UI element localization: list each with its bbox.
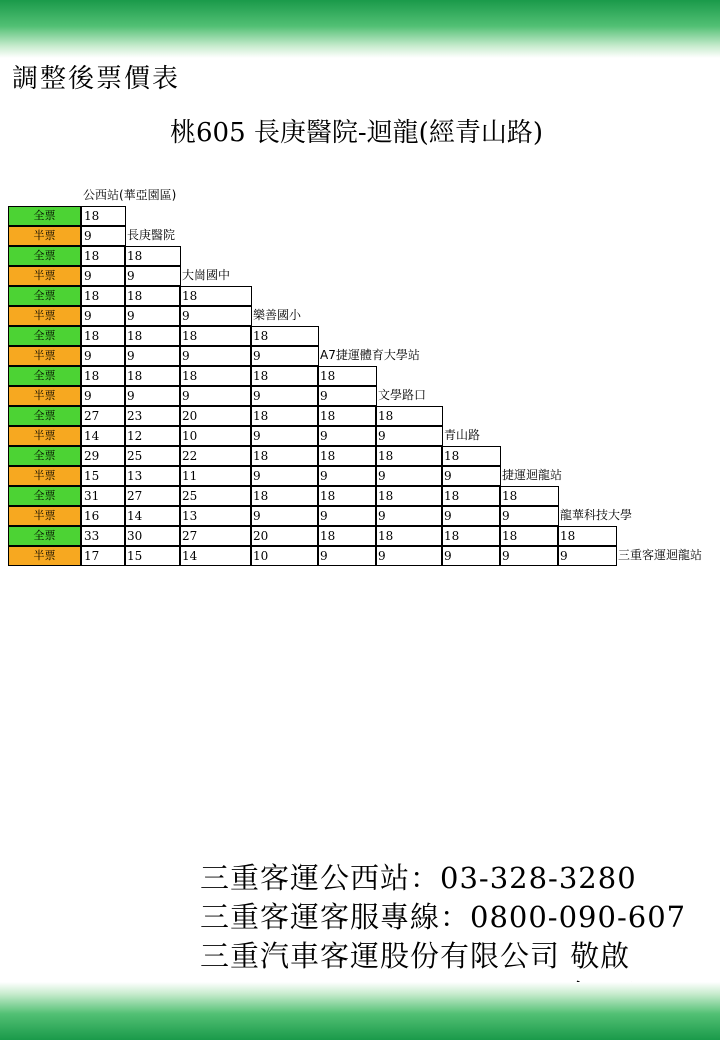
fare-cell: 9 [250,506,319,526]
fare-cell: 22 [179,446,252,466]
fare-cell: 9 [317,386,377,406]
stop-name: 龍華科技大學 [560,508,633,522]
full-fare-label: 全票 [8,366,81,386]
half-fare-label: 半票 [8,386,81,406]
fare-cell: 12 [124,426,181,446]
fare-cell: 18 [124,326,181,346]
full-fare-label: 全票 [8,246,81,266]
fare-cell: 9 [317,466,377,486]
fare-cell: 9 [81,226,126,246]
top-green-band [0,0,720,58]
fare-cell: 17 [81,546,126,566]
fare-cell: 18 [250,486,319,506]
fare-cell: 9 [124,306,181,326]
fare-cell: 18 [499,526,559,546]
fare-cell: 9 [375,466,443,486]
fare-cell: 9 [124,266,181,286]
full-fare-label: 全票 [8,326,81,346]
fare-cell: 9 [441,546,501,566]
fare-cell: 18 [124,366,181,386]
fare-cell: 18 [81,366,126,386]
fare-cell: 18 [499,486,559,506]
fare-cell: 9 [499,506,559,526]
half-fare-label: 半票 [8,506,81,526]
fare-cell: 18 [375,446,443,466]
bottom-green-band [0,982,720,1040]
half-fare-label: 半票 [8,306,81,326]
fare-cell: 25 [179,486,252,506]
fare-cell: 9 [179,306,252,326]
stop-name: 公西站(華亞園區) [83,188,177,202]
fare-cell: 18 [250,446,319,466]
fare-cell: 9 [250,346,319,366]
fare-cell: 25 [124,446,181,466]
fare-cell: 9 [179,346,252,366]
fare-cell: 16 [81,506,126,526]
fare-cell: 9 [250,466,319,486]
fare-cell: 9 [124,386,181,406]
fare-cell: 18 [317,406,377,426]
fare-cell: 18 [124,246,181,266]
fare-cell: 31 [81,486,126,506]
fare-cell: 18 [250,406,319,426]
fare-cell: 18 [441,486,501,506]
route-title: 桃605 長庚醫院-迴龍(經青山路) [170,118,543,148]
fare-cell: 18 [250,366,319,386]
fare-cell: 9 [81,346,126,366]
full-fare-label: 全票 [8,526,81,546]
half-fare-label: 半票 [8,266,81,286]
full-fare-label: 全票 [8,206,81,226]
fare-cell: 18 [375,406,443,426]
fare-cell: 18 [81,206,126,226]
half-fare-label: 半票 [8,546,81,566]
fare-cell: 18 [317,446,377,466]
fare-cell: 9 [557,546,617,566]
fare-cell: 18 [375,486,443,506]
fare-cell: 9 [317,506,377,526]
fare-cell: 18 [441,526,501,546]
fare-cell: 10 [250,546,319,566]
fare-cell: 14 [81,426,126,446]
fare-cell: 33 [81,526,126,546]
fare-cell: 27 [81,406,126,426]
fare-cell: 18 [317,366,377,386]
stop-name: 大崗國中 [182,268,231,282]
fare-cell: 9 [81,266,126,286]
full-fare-label: 全票 [8,286,81,306]
fare-cell: 9 [441,506,501,526]
full-fare-label: 全票 [8,486,81,506]
fare-cell: 9 [317,546,377,566]
stop-name: 青山路 [444,428,481,442]
full-fare-label: 全票 [8,406,81,426]
fare-cell: 18 [317,486,377,506]
fare-cell: 14 [124,506,181,526]
fare-cell: 18 [557,526,617,546]
stop-name: 三重客運迴龍站 [618,548,703,562]
fare-cell: 18 [179,366,252,386]
fare-cell: 9 [250,426,319,446]
fare-cell: 9 [179,386,252,406]
fare-cell: 20 [179,406,252,426]
fare-cell: 9 [499,546,559,566]
fare-cell: 9 [317,426,377,446]
fare-cell: 9 [375,506,443,526]
fare-cell: 27 [179,526,252,546]
fare-cell: 20 [250,526,319,546]
fare-cell: 18 [441,446,501,466]
full-fare-label: 全票 [8,446,81,466]
fare-cell: 18 [81,326,126,346]
fare-cell: 9 [124,346,181,366]
stop-name: A7捷運體育大學站 [320,348,420,362]
half-fare-label: 半票 [8,426,81,446]
half-fare-label: 半票 [8,226,81,246]
fare-cell: 10 [179,426,252,446]
fare-cell: 18 [81,286,126,306]
fare-cell: 30 [124,526,181,546]
fare-cell: 18 [317,526,377,546]
footer-company: 三重汽車客運股份有限公司 敬啟 [200,939,631,973]
fare-cell: 15 [81,466,126,486]
fare-cell: 18 [124,286,181,306]
stop-name: 樂善國小 [253,308,302,322]
footer-service-hotline: 三重客運客服專線：0800-090-607 [200,900,687,934]
half-fare-label: 半票 [8,346,81,366]
fare-cell: 18 [179,326,252,346]
fare-cell: 18 [179,286,252,306]
fare-cell: 29 [81,446,126,466]
fare-cell: 11 [179,466,252,486]
fare-cell: 23 [124,406,181,426]
fare-cell: 18 [375,526,443,546]
fare-cell: 14 [179,546,252,566]
stop-name: 文學路口 [378,388,427,402]
fare-cell: 9 [375,546,443,566]
fare-cell: 9 [441,466,501,486]
stop-name: 捷運迴龍站 [502,468,563,482]
fare-cell: 13 [179,506,252,526]
fare-cell: 9 [250,386,319,406]
fare-cell: 18 [81,246,126,266]
fare-cell: 15 [124,546,181,566]
footer-station-phone: 三重客運公西站：03-328-3280 [200,861,637,895]
fare-cell: 27 [124,486,181,506]
fare-cell: 9 [81,306,126,326]
stop-name: 長庚醫院 [127,228,176,242]
page-heading: 調整後票價表 [12,64,181,94]
fare-cell: 9 [81,386,126,406]
fare-cell: 9 [375,426,443,446]
fare-cell: 13 [124,466,181,486]
fare-cell: 18 [250,326,319,346]
half-fare-label: 半票 [8,466,81,486]
